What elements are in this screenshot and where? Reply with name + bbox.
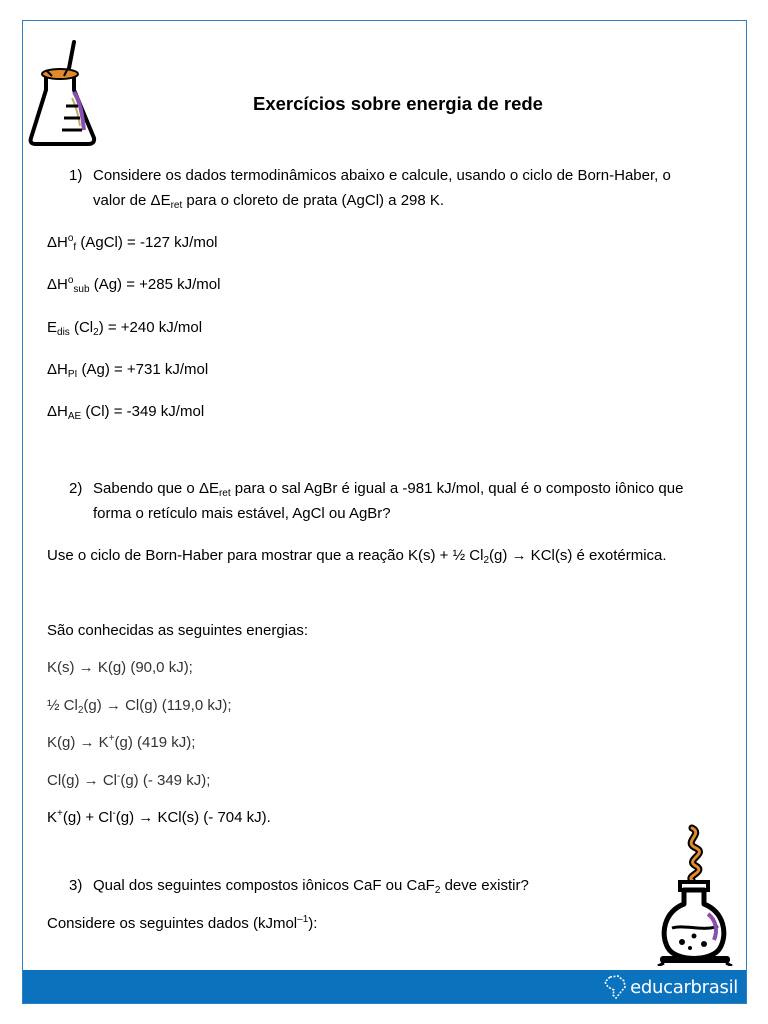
reaction-3: K(g) → K+(g) (419 kJ);: [47, 733, 196, 751]
data-line-1: $\Delta H^o_f$ (AgCl) = -127 kJ/mol: [47, 233, 218, 253]
data-line-5: $\Delta H_{AE}$ (Cl) = -349 kJ/mol: [47, 403, 205, 422]
brand-logo[interactable]: [604, 975, 738, 999]
data-line-3: $E_{dis}$ $(Cl_2) = +240$ kJ/mol: [47, 319, 203, 338]
question-1-number: 1): [69, 167, 83, 184]
question-1-line-1: Considere os dados termodinâmicos abaixo e calcule, usando o ciclo de Born-Haber, o: [93, 167, 671, 184]
question-3-number: 3): [69, 877, 83, 894]
brand-name: educarbrasil: [630, 976, 738, 998]
footer-bar: [23, 970, 746, 1003]
page-title: Exercícios sobre energia de rede: [253, 93, 543, 114]
reaction-5: K+(g) + Cl-(g) → KCl(s) (- 704 kJ).: [47, 808, 271, 826]
question-1-line-2: valor de $\Delta E_{ret}$ para o cloreto de prata (AgCl) a 298 K.: [93, 192, 445, 211]
question-2-line-1: Sabendo que o $\Delta E_{ret}$ para o sal AgBr é igual a -981 kJ/mol, qual é o composto iônico que: [93, 480, 684, 499]
beaker-icon: [28, 40, 100, 148]
question-2-line-2: forma o retículo mais estável, AgCl ou AgBr?: [93, 505, 391, 522]
question-3-text: Qual dos seguintes compostos iônicos CaF ou CaF$_2$ deve existir?: [93, 877, 529, 896]
known-energies-label: São conhecidas as seguintes energias:: [47, 622, 309, 639]
question-2-number: 2): [69, 480, 83, 497]
data-line-4: $\Delta H_{PI}$ (Ag) = +731 kJ/mol: [47, 361, 209, 380]
flask-icon: [656, 824, 734, 966]
brazil-map-icon: [604, 975, 626, 999]
reaction-1: K(s) → K(g) (90,0 kJ);: [47, 659, 193, 676]
reaction-2: ½ $Cl_2(g) \to Cl(g)$ (119,0 kJ);: [47, 697, 232, 716]
consider-data-label: Considere os seguintes dados (kJmol$^{-1}$):: [47, 914, 318, 932]
data-line-2: $\Delta H^o_{sub}$ (Ag) = +285 kJ/mol: [47, 275, 221, 295]
born-haber-instruction: Use o ciclo de Born-Haber para mostrar que a reação K(s) + ½ $Cl_2(g) \to KCl(s)$ é exotérmica.: [47, 547, 667, 566]
reaction-4: Cl(g) → Cl-(g) (- 349 kJ);: [47, 771, 211, 789]
